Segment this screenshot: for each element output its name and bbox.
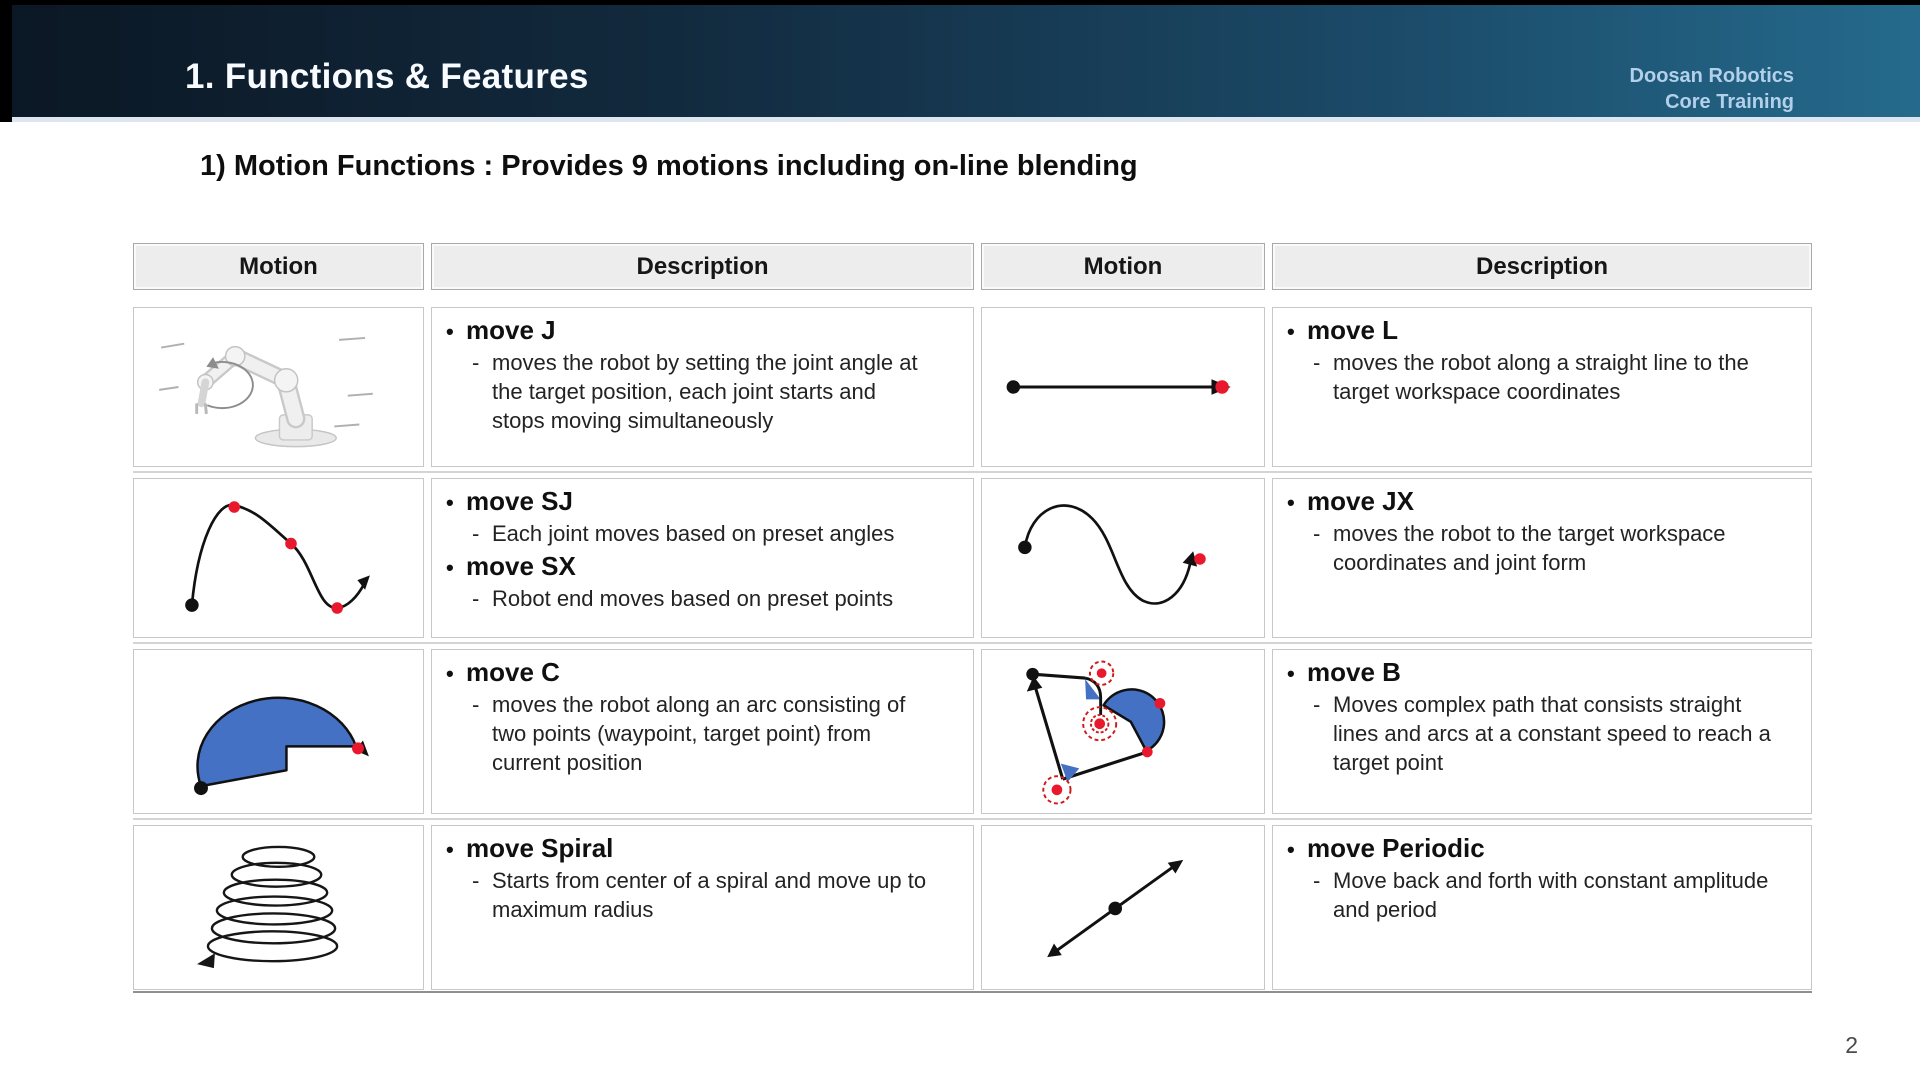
motion-table xyxy=(133,243,1812,990)
desc-item xyxy=(446,832,965,924)
motion-name: move B xyxy=(1307,657,1401,687)
description-cell-move-jx xyxy=(1272,478,1812,638)
header-description-right: Description xyxy=(1272,243,1812,290)
motion-cell-move-j xyxy=(133,307,424,467)
table-header-row xyxy=(133,243,1812,290)
desc-item xyxy=(446,550,965,613)
row-separator xyxy=(133,818,1812,820)
motion-description: Starts from center of a spiral and move up to maximum radius xyxy=(492,868,927,922)
desc-item xyxy=(1287,485,1803,577)
dash-glyph: - xyxy=(472,868,480,893)
description-cell-move-c xyxy=(431,649,974,814)
dash-glyph: - xyxy=(1313,692,1321,717)
dash-glyph: - xyxy=(472,521,480,546)
motion-description: Move back and forth with constant amplitude and period xyxy=(1333,868,1769,922)
bullet-glyph: • xyxy=(446,837,454,862)
motion-name: move JX xyxy=(1307,486,1414,516)
bullet-glyph: • xyxy=(1287,661,1295,686)
robot-arm-joints-diagram xyxy=(137,311,420,463)
section-subtitle: 1) Motion Functions : Provides 9 motions including on-line blending xyxy=(200,150,1138,182)
description-cell-move-b xyxy=(1272,649,1812,814)
motion-description: Robot end moves based on preset points xyxy=(492,586,894,611)
motion-description: moves the robot to the target workspace coordinates and joint form xyxy=(1333,521,1726,575)
motion-description: Moves complex path that consists straight lines and arcs at a constant speed to reach a target point xyxy=(1333,692,1771,775)
motion-description: Each joint moves based on preset angles xyxy=(492,521,895,546)
spline-waypoints-curve-diagram xyxy=(137,482,420,634)
table-body xyxy=(133,307,1812,990)
description-cell-move-j xyxy=(431,307,974,467)
motion-description: moves the robot along a straight line to the target workspace coordinates xyxy=(1333,350,1749,404)
motion-cell-move-c xyxy=(133,649,424,814)
desc-item xyxy=(446,485,965,548)
double-headed-arrow-diagram xyxy=(985,829,1261,986)
motion-name: move SX xyxy=(466,551,576,581)
description-cell-move-sj-sx xyxy=(431,478,974,638)
dash-glyph: - xyxy=(472,586,480,611)
dash-glyph: - xyxy=(1313,868,1321,893)
motion-cell-move-l xyxy=(981,307,1265,467)
header-description-left: Description xyxy=(431,243,974,290)
row-separator xyxy=(133,471,1812,473)
s-curve-diagram xyxy=(985,482,1261,634)
bullet-glyph: • xyxy=(446,490,454,515)
motion-cell-move-jx xyxy=(981,478,1265,638)
brand-line-1: Doosan Robotics xyxy=(1629,65,1794,87)
motion-description: moves the robot along an arc consisting of two points (waypoint, target point) from current position xyxy=(492,692,906,775)
arc-sector-diagram xyxy=(137,653,420,810)
blended-path-diagram xyxy=(985,653,1261,810)
description-cell-move-spiral xyxy=(431,825,974,990)
page-number: 2 xyxy=(1845,1032,1858,1058)
spiral-coil-diagram xyxy=(137,829,420,986)
desc-item xyxy=(1287,656,1803,777)
header-motion-left: Motion xyxy=(133,243,424,290)
desc-item xyxy=(446,656,965,777)
motion-cell-move-b xyxy=(981,649,1265,814)
motion-name: move Spiral xyxy=(466,833,614,863)
page-title: 1. Functions & Features xyxy=(185,57,589,96)
brand-text xyxy=(1630,63,1794,116)
motion-cell-move-periodic xyxy=(981,825,1265,990)
dash-glyph: - xyxy=(1313,350,1321,375)
bullet-glyph: • xyxy=(1287,319,1295,344)
motion-cell-move-sj-sx xyxy=(133,478,424,638)
desc-item xyxy=(1287,314,1803,406)
dash-glyph: - xyxy=(472,692,480,717)
description-cell-move-periodic xyxy=(1272,825,1812,990)
bullet-glyph: • xyxy=(446,555,454,580)
bullet-glyph: • xyxy=(1287,837,1295,862)
slide-header xyxy=(0,0,1920,122)
motion-name: move J xyxy=(466,315,556,345)
description-cell-move-l xyxy=(1272,307,1812,467)
brand-line-2: Core Training xyxy=(1665,91,1794,114)
desc-item xyxy=(1287,832,1803,924)
motion-name: move Periodic xyxy=(1307,833,1485,863)
header-motion-right: Motion xyxy=(981,243,1265,290)
motion-cell-move-spiral xyxy=(133,825,424,990)
motion-name: move L xyxy=(1307,315,1399,345)
dash-glyph: - xyxy=(472,350,480,375)
row-separator xyxy=(133,642,1812,644)
motion-name: move SJ xyxy=(466,486,573,516)
desc-item xyxy=(446,314,965,435)
dash-glyph: - xyxy=(1313,521,1321,546)
straight-line-arrow-diagram xyxy=(985,311,1261,463)
bullet-glyph: • xyxy=(1287,490,1295,515)
table-bottom-line xyxy=(133,991,1812,993)
motion-description: moves the robot by setting the joint angle at the target position, each joint starts and stops moving simultaneously xyxy=(492,350,918,433)
bullet-glyph: • xyxy=(446,319,454,344)
bullet-glyph: • xyxy=(446,661,454,686)
motion-name: move C xyxy=(466,657,560,687)
